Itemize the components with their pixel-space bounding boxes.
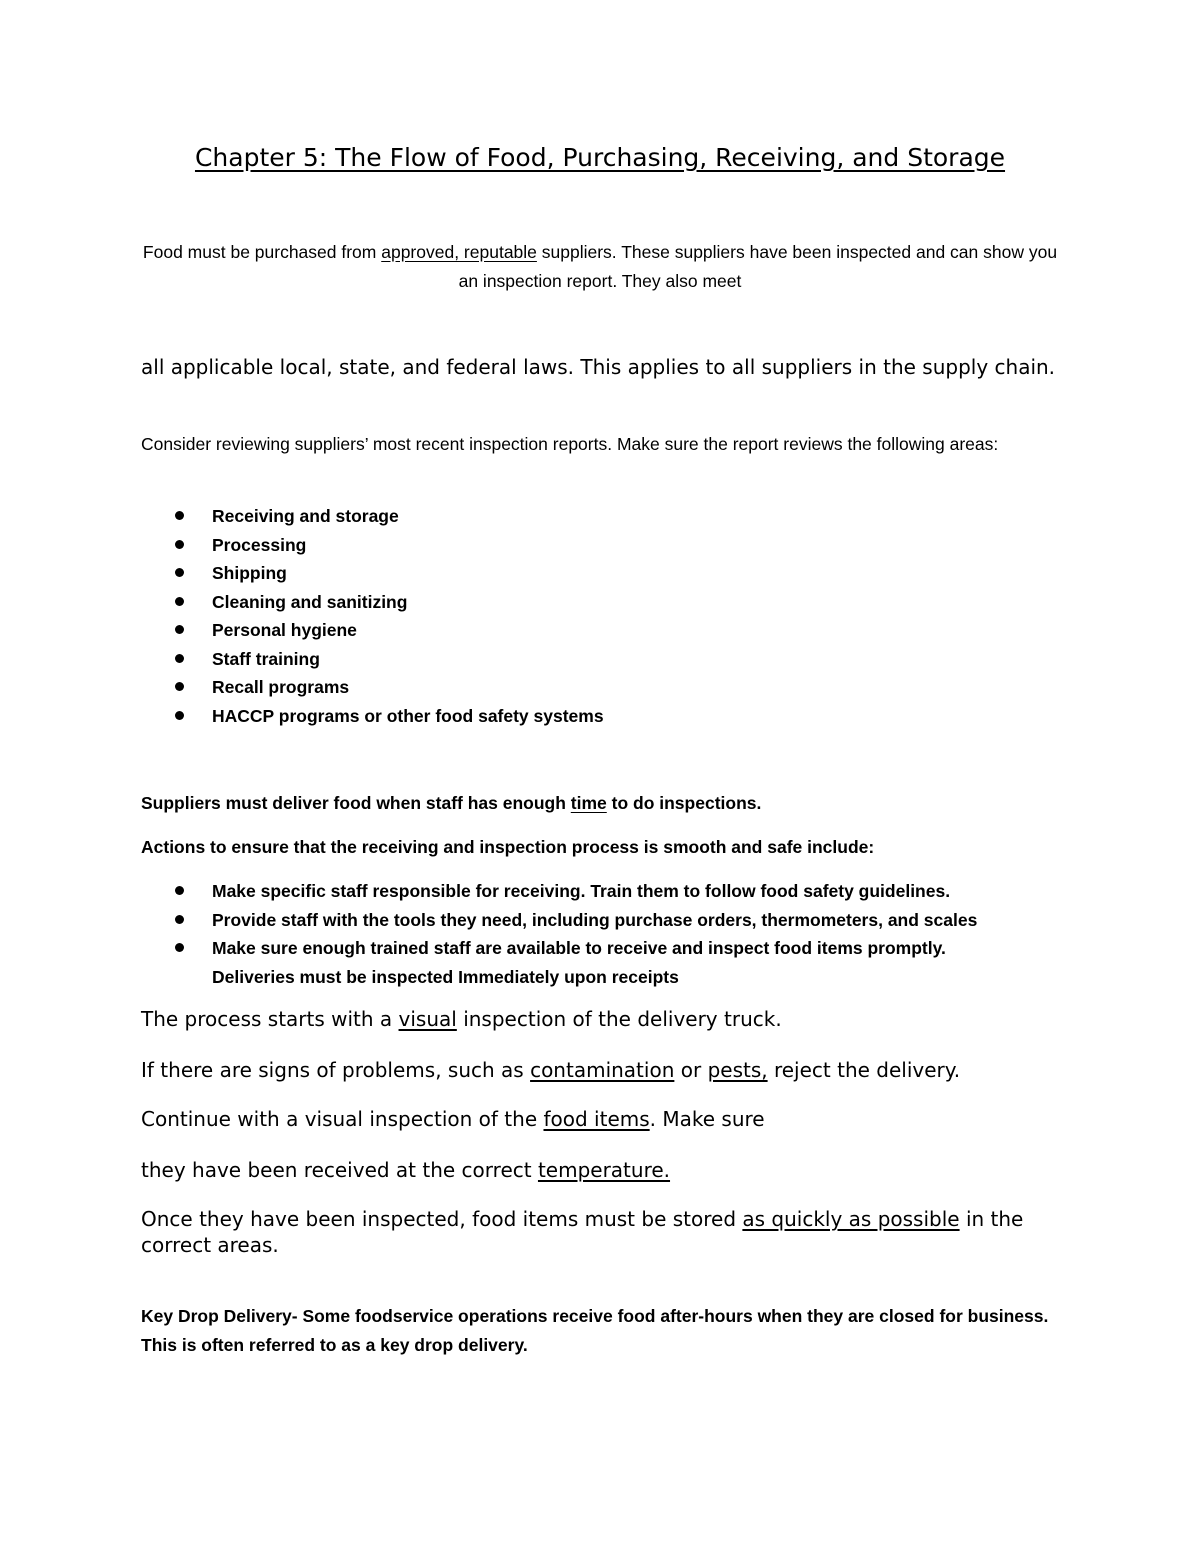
bullet-icon	[175, 540, 184, 549]
bullet-icon	[175, 654, 184, 663]
intro-underlined: approved, reputable	[381, 242, 537, 262]
process-paragraph: The process starts with a visual inspection of the delivery truck.	[141, 1007, 782, 1031]
intro-text-post: suppliers. These suppliers have been inspected and can show you an inspection report. They also meet	[458, 242, 1058, 291]
actions-list	[141, 877, 1066, 991]
list-item: Cleaning and sanitizing	[141, 588, 1066, 617]
list-item: Provide staff with the tools they need, including purchase orders, thermometers, and scales	[141, 906, 1066, 935]
temperature-paragraph: they have been received at the correct temperature.	[141, 1158, 671, 1182]
visual-underlined: visual	[398, 1007, 457, 1031]
stored-paragraph: Once they have been inspected, food items must be stored as quickly as possible in the correct areas.	[141, 1207, 1024, 1257]
page-title: Chapter 5: The Flow of Food, Purchasing, Receiving, and Storage	[194, 143, 1006, 172]
food-items-underlined: food items	[543, 1107, 650, 1131]
list-item: Make specific staff responsible for receiving. Train them to follow food safety guidelines.	[141, 877, 1066, 906]
list-item: Receiving and storage	[141, 502, 1066, 531]
key-drop-paragraph: Key Drop Delivery- Some foodservice operations receive food after-hours when they are closed for business. This is often referred to as a key drop delivery.	[141, 1306, 1049, 1355]
quickly-underlined: as quickly as possible	[742, 1207, 960, 1231]
contamination-underlined: contamination	[530, 1058, 675, 1082]
pests-underlined: pests,	[707, 1058, 768, 1082]
bullet-icon	[175, 511, 184, 520]
list-item: Processing	[141, 531, 1066, 560]
bullet-icon	[175, 915, 184, 924]
list-item: Recall programs	[141, 673, 1066, 702]
problems-paragraph: If there are signs of problems, such as contamination or pests, reject the delivery.	[141, 1058, 961, 1082]
list-item: Staff training	[141, 645, 1066, 674]
bullet-icon	[175, 943, 184, 952]
consider-paragraph: Consider reviewing suppliers’ most recent inspection reports. Make sure the report reviews the following areas:	[141, 434, 999, 454]
bullet-icon	[175, 568, 184, 577]
list-item: HACCP programs or other food safety systems	[141, 702, 1066, 731]
list-item: Personal hygiene	[141, 616, 1066, 645]
intro-text-pre: Food must be purchased from	[142, 242, 382, 262]
bullet-icon	[175, 597, 184, 606]
intro-paragraph	[140, 238, 1060, 296]
laws-paragraph: all applicable local, state, and federal laws. This applies to all suppliers in the supply chain.	[141, 355, 1056, 379]
actions-heading: Actions to ensure that the receiving and inspection process is smooth and safe include:	[141, 837, 875, 857]
bullet-icon	[175, 886, 184, 895]
inspection-areas-list	[141, 502, 1066, 730]
deliver-paragraph: Suppliers must deliver food when staff has enough time to do inspections.	[141, 793, 762, 813]
time-underlined: time	[570, 793, 607, 813]
continue-paragraph: Continue with a visual inspection of the food items. Make sure	[141, 1107, 765, 1131]
bullet-icon	[175, 625, 184, 634]
list-item: Make sure enough trained staff are available to receive and inspect food items promptly. Deliveries must be inspected Immediately upon receipts	[141, 934, 1066, 991]
bullet-icon	[175, 682, 184, 691]
bullet-icon	[175, 711, 184, 720]
list-item: Shipping	[141, 559, 1066, 588]
temperature-underlined: temperature.	[537, 1158, 671, 1182]
